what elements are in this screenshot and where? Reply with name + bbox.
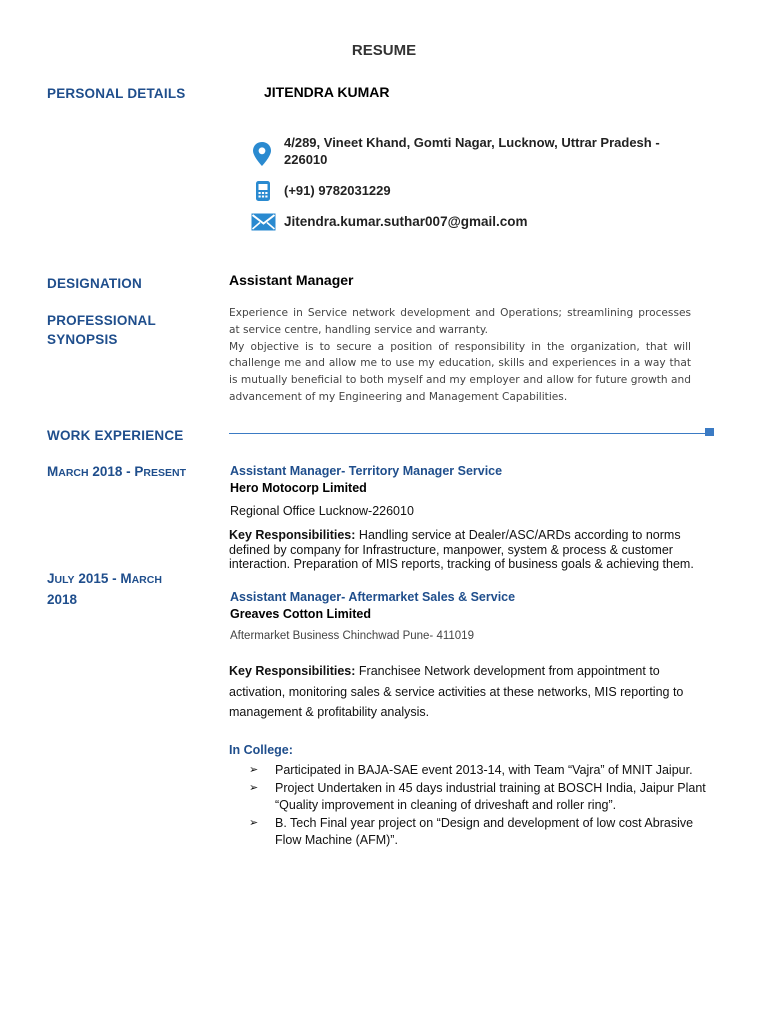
job-date-range: JULY 2015 - MARCH 2018 [47,571,162,607]
synopsis-text [229,305,691,406]
candidate-name: JITENDRA KUMAR [264,84,390,100]
company-name: Hero Motocorp Limited [230,481,367,495]
designation-heading: DESIGNATION [47,276,142,291]
location-pin-icon [250,141,274,172]
arrow-bullet-icon: ➢ [249,782,259,794]
address-line: 226010 [284,152,328,167]
key-responsibilities-label: Key Responsibilities: [229,528,356,542]
college-heading: In College: [229,743,293,757]
key-responsibilities-text: Franchisee Network development from appointment to activation, monitoring sales & service activities at these networks, MIS reporting to management & profitability analysis. [229,664,684,719]
job-title: Assistant Manager- Aftermarket Sales & Service [230,590,516,604]
key-responsibilities-text: Handling service at Dealer/ASC/ARDs according to norms defined by company for Infrastructure, manpower, system & process & customer interaction. Preparation of MIS reports, tracking of business goals & achieving them. [229,528,694,572]
email-address: Jitendra.kumar.suthar007@gmail.com [284,214,528,229]
synopsis-paragraph: Experience in Service network development and Operations; streamlining processes at service centre, handling service and warranty. [229,307,691,336]
mobile-phone-icon [255,180,271,207]
envelope-icon [251,213,276,236]
heading-line: PROFESSIONAL [47,313,156,328]
divider-end-marker [705,428,714,436]
list-item: ➢ B. Tech Final year project on “Design and development of low cost Abrasive Flow Machine (AFM)”. [249,816,694,847]
list-item: ➢ Project Undertaken in 45 days industrial training at BOSCH India, Jaipur Plant “Quality improvement in cleaning of driveshaft and roller ring”. [249,781,706,812]
phone-number: (+91) 9782031229 [284,183,391,198]
work-experience-heading: WORK EXPERIENCE [47,428,184,443]
key-responsibilities-label: Key Responsibilities: [229,664,356,678]
arrow-bullet-icon: ➢ [249,764,259,776]
company-name: Greaves Cotton Limited [230,607,371,621]
designation-value: Assistant Manager [229,272,354,288]
college-list [249,762,719,850]
office-location: Aftermarket Business Chinchwad Pune- 411019 [230,630,474,642]
key-responsibilities [229,528,713,572]
list-item: ➢ Participated in BAJA-SAE event 2013-14, with Team “Vajra” of MNIT Jaipur. [249,763,693,777]
arrow-bullet-icon: ➢ [249,817,259,829]
resume-title: RESUME [351,42,417,59]
heading-line: SYNOPSIS [47,332,118,347]
synopsis-paragraph: My objective is to secure a position of responsibility in the organization, that will challenge me and allow me to use my education, skills and experiences in a way that is mutually beneficial to both myself and my employer and allow for future growth and advancement of my Engineering and Management Capabilities. [229,340,691,403]
job-title: Assistant Manager- Territory Manager Service [230,464,503,478]
office-location: Regional Office Lucknow-226010 [230,504,414,518]
address [284,134,660,168]
key-responsibilities [229,661,713,723]
job-date-range: MARCH 2018 - PRESENT [47,464,186,479]
professional-synopsis-heading [47,311,156,349]
section-divider [229,433,705,434]
personal-details-heading: PERSONAL DETAILS [47,86,186,101]
address-line: 4/289, Vineet Khand, Gomti Nagar, Lucknow, Uttrar Pradesh - [284,135,660,150]
